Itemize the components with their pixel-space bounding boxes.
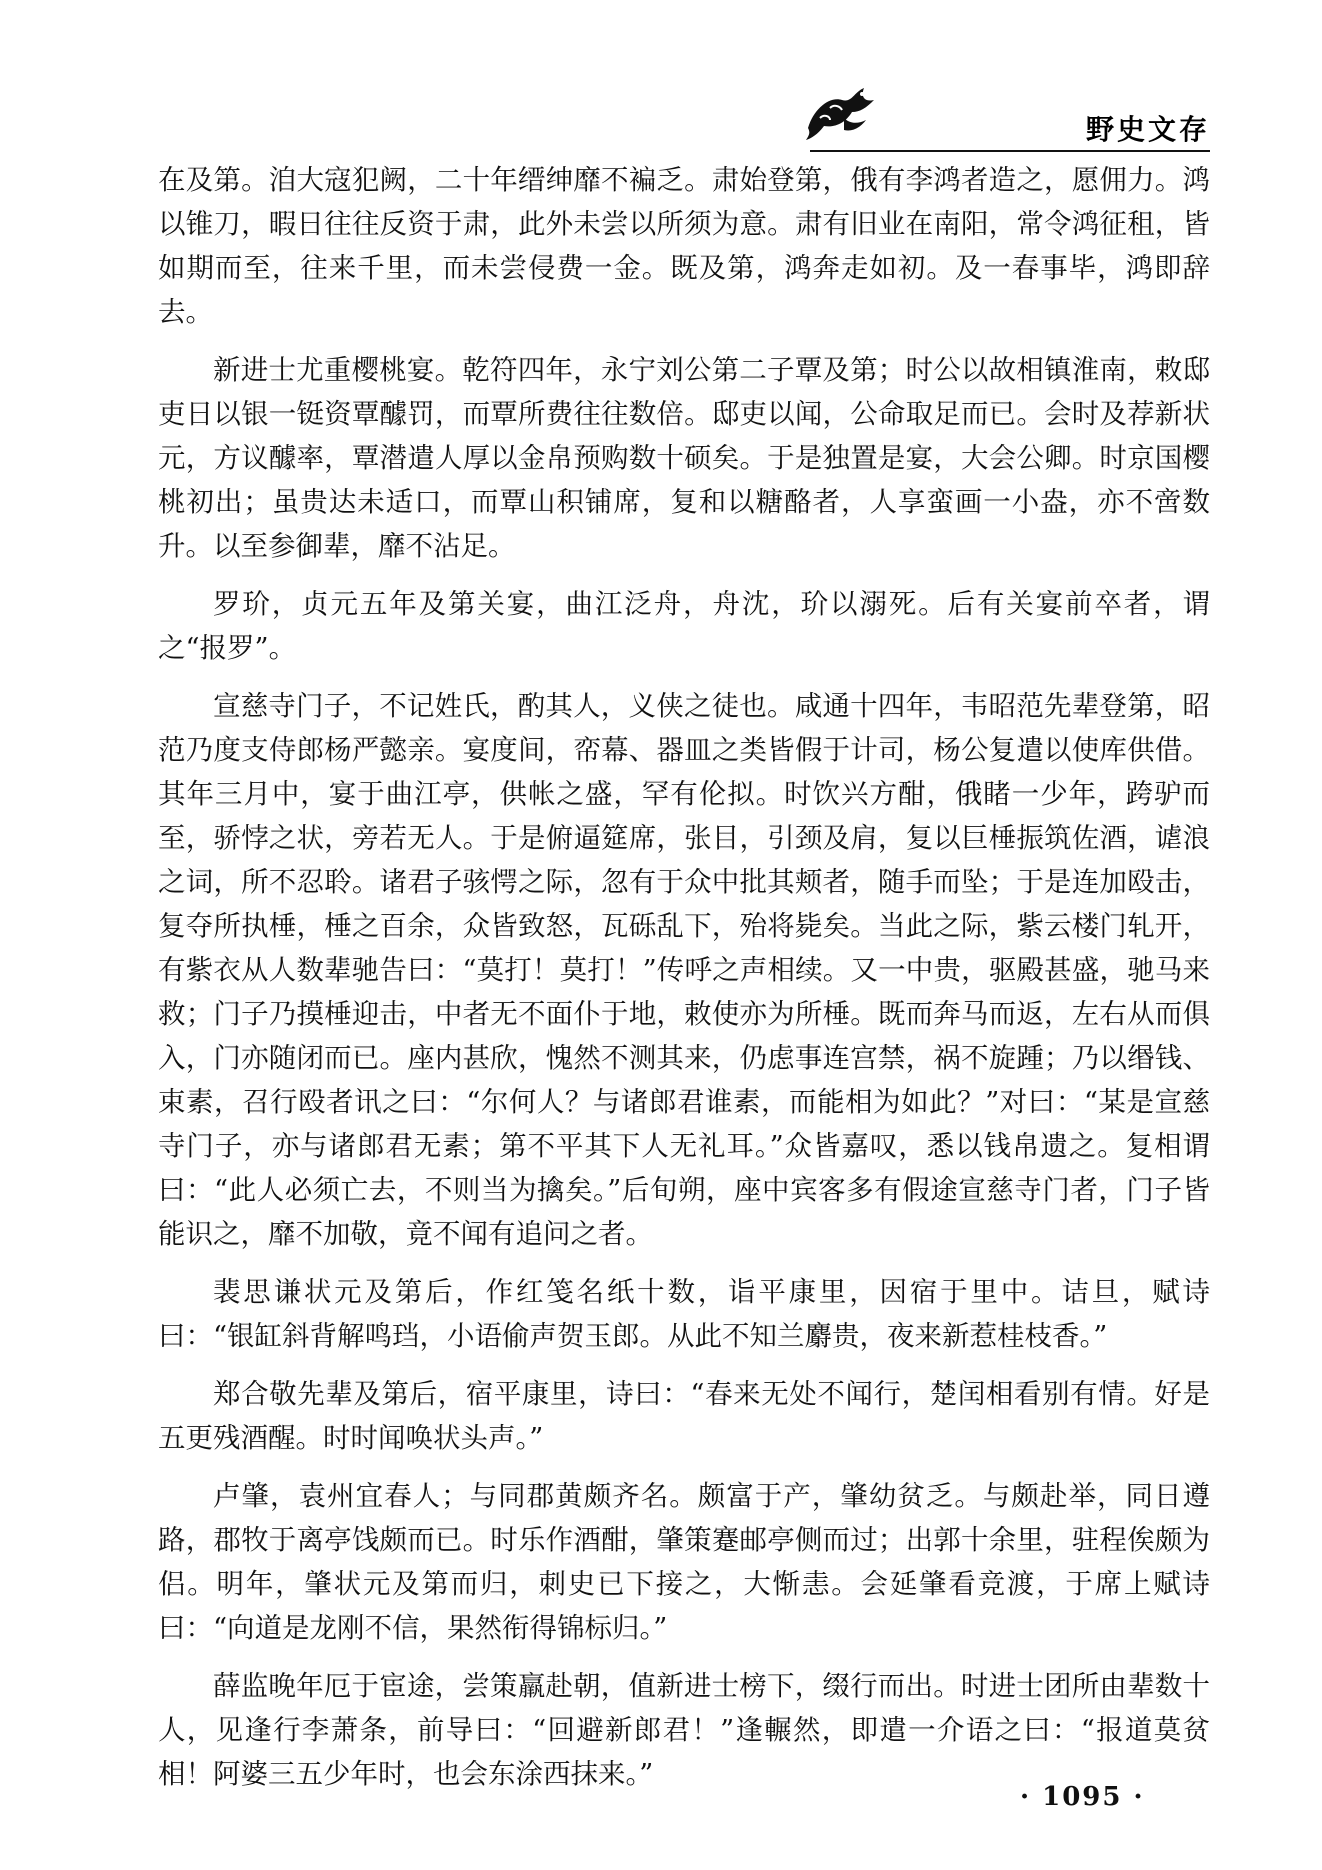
paragraph: 郑合敬先辈及第后，宿平康里，诗曰：“春来无处不闻行，楚闰相看别有情。好是五更残酒醒。时时闻唤状头声。” [158,1378,1210,1454]
paragraph: 薛监晚年厄于宦途，尝策羸赴朝，值新进士榜下，缀行而出。时进士团所由辈数十人，见逢行李萧条，前导曰：“回避新郎君！”逢輾然，即遣一介语之曰：“报道莫贫相！阿婆三五少年时，也会东涂西抹来。” [158,1670,1210,1790]
dragon-icon [800,78,880,148]
paragraph: 裴思谦状元及第后，作红笺名纸十数，诣平康里，因宿于里中。诘旦，赋诗曰：“银缸斜背解鸣珰，小语偷声贺玉郎。从此不知兰麝贵，夜来新惹桂枝香。” [158,1276,1210,1352]
paragraph: 罗玠，贞元五年及第关宴，曲江泛舟，舟沈，玠以溺死。后有关宴前卒者，谓之“报罗”。 [158,588,1210,664]
paragraph: 新进士尤重樱桃宴。乾符四年，永宁刘公第二子覃及第；时公以故相镇淮南，敕邸吏日以银一铤资覃醵罚，而覃所费往往数倍。邸吏以闻，公命取足而已。会时及荐新状元，方议醵率，覃潜遣人厚以金帛预购数十硕矣。于是独置是宴，大会公卿。时京国樱桃初出；虽贵达未适口，而覃山积铺席，复和以糖酪者，人享蛮画一小盎，亦不啻数升。以至参御辈，靡不沾足。 [158,354,1210,562]
paragraph: 在及第。洎大寇犯阙，二十年缙绅靡不褊乏。肃始登第，俄有李鸿者造之，愿佣力。鸿以锥刀，暇日往往反资于肃，此外未尝以所须为意。肃有旧业在南阳，常令鸿征租，皆如期而至，往来千里，而未尝侵费一金。既及第，鸿奔走如初。及一春事毕，鸿即辞去。 [158,164,1210,328]
header-rule [810,150,1210,152]
paragraph: 宣慈寺门子，不记姓氏，酌其人，义侠之徒也。咸通十四年，韦昭范先辈登第，昭范乃度支侍郎杨严懿亲。宴度间，帟幕、器皿之类皆假于计司，杨公复遣以使库供借。其年三月中，宴于曲江亭，供帐之盛，罕有伦拟。时饮兴方酣，俄睹一少年，跨驴而至，骄悖之状，旁若无人。于是俯逼筵席，张目，引颈及肩，复以巨棰振筑佐酒，谑浪之词，所不忍聆。诸君子骇愕之际，忽有于众中批其颊者，随手而坠；于是连加殴击，复夺所执棰，棰之百余，众皆致怒，瓦砾乱下，殆将毙矣。当此之际，紫云楼门轧开，有紫衣从人数辈驰告曰：“莫打！莫打！”传呼之声相续。又一中贵，驱殿甚盛，驰马来救；门子乃摸棰迎击，中者无不面仆于地，敕使亦为所棰。既而奔马而返，左右从而俱入，门亦随闭而已。座内甚欣，愧然不测其来，仍虑事连宫禁，祸不旋踵；乃以缗钱、束素，召行殴者讯之曰：“尔何人？与诸郎君谁素，而能相为如此？”对曰：“某是宣慈寺门子，亦与诸郎君无素；第不平其下人无礼耳。”众皆嘉叹，悉以钱帛遗之。复相谓曰：“此人必须亡去，不则当为擒矣。”后旬朔，座中宾客多有假途宣慈寺门者，门子皆能识之，靡不加敬，竟不闻有追问之者。 [158,690,1210,1250]
paragraph: 卢肇，袁州宜春人；与同郡黄颇齐名。颇富于产，肇幼贫乏。与颇赴举，同日遵路，郡牧于离亭饯颇而已。时乐作酒酣，肇策蹇邮亭侧而过；出郭十余里，驻程俟颇为侣。明年，肇状元及第而归，刺史已下接之，大惭恚。会延肇看竞渡，于席上赋诗曰：“向道是龙刚不信，果然衔得锦标归。” [158,1480,1210,1644]
body-text [158,158,1210,1810]
page-number: · 1095 · [1020,1782,1145,1812]
header-title: 野史文存 [1085,113,1210,146]
running-header [800,78,1210,158]
